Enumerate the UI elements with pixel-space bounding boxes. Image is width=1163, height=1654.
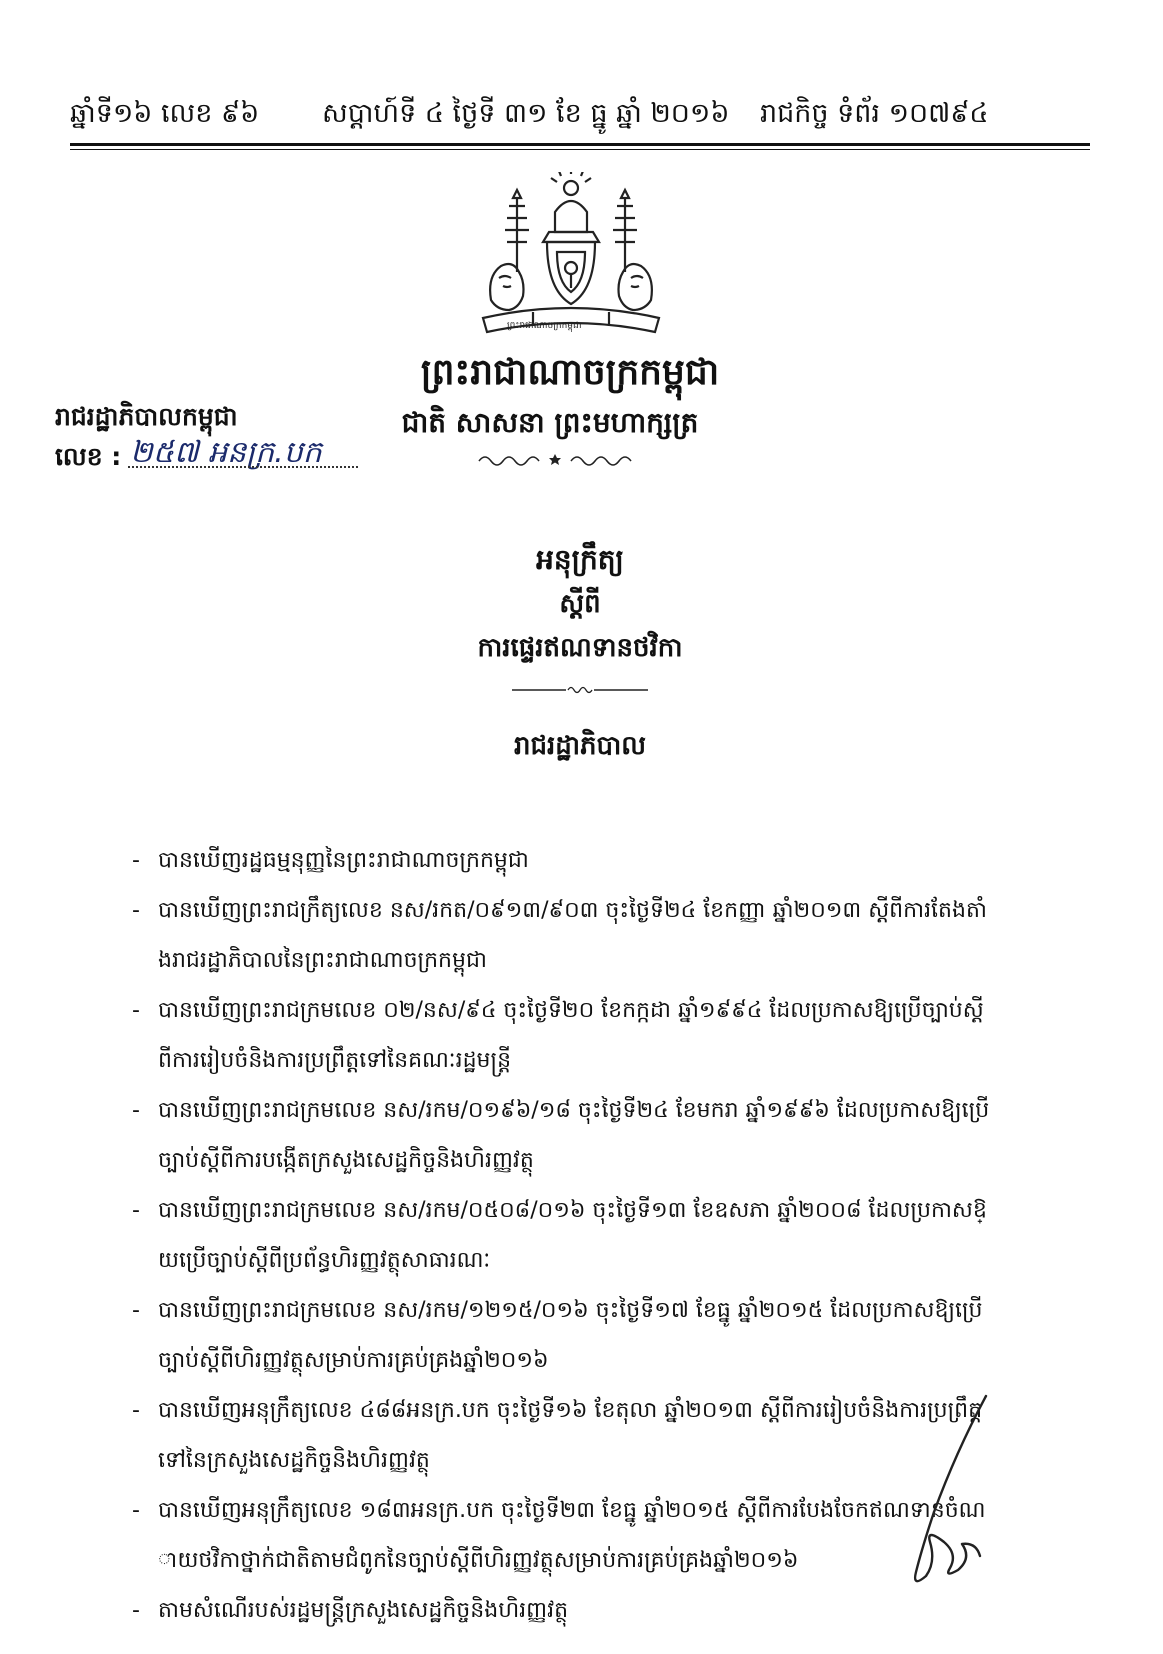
- kingdom-motto: ជាតិ សាសនា ព្រះមហាក្សត្រ: [401, 406, 699, 439]
- decree-subject: ការផ្ទេរឥណទានថវិកា: [477, 633, 683, 663]
- document-number-value: ២៥៧ អនក្រ.បក: [130, 435, 322, 470]
- visa-item: [110, 1186, 990, 1286]
- visa-item: [110, 1286, 990, 1386]
- gazette-page: រាជកិច្ច ទំព័រ ១០៧៩៤: [760, 98, 989, 129]
- decree-type: អនុក្រឹត្យ: [536, 543, 624, 576]
- visa-text: បានឃើញព្រះរាជក្រឹត្យលេខ នស/រកត/០៩១៣/៩០៣ ចុះថ្ងៃទី២៤ ខែកញ្ញា ឆ្នាំ២០១៣ ស្តីពីការតែងតាំងរាជរដ្ឋាភិបាលនៃព្រះរាជាណាចក្រកម្ពុជា: [158, 898, 987, 973]
- list-dash: -: [132, 848, 140, 873]
- document-number-dotted-line: [128, 466, 358, 468]
- list-dash: -: [132, 1298, 140, 1323]
- visa-text: បានឃើញព្រះរាជក្រមលេខ នស/រកម/០៥០៨/០១៦ ចុះថ្ងៃទី១៣ ខែឧសភា ឆ្នាំ២០០៨ ដែលប្រកាសឱ្យប្រើច្បាប់ស្តីពីប្រព័ន្ធហិរញ្ញវត្ថុសាធារណៈ: [158, 1198, 987, 1273]
- gazette-date: សប្តាហ៍ទី ៤ ថ្ងៃទី ៣១ ខែ ធ្នូ ឆ្នាំ ២០១៦: [322, 98, 730, 129]
- handwritten-signature-icon: [900, 1392, 1010, 1592]
- visa-text: បានឃើញអនុក្រឹត្យលេខ ១៨៣អនក្រ.បក ចុះថ្ងៃទី២៣ ខែធ្នូ ឆ្នាំ២០១៥ ស្តីពីការបែងចែកឥណទានចំណាយថវិកាថ្នាក់ជាតិតាមជំពូកនៃច្បាប់ស្តីពីហិរញ្ញវត្ថុសម្រាប់ការគ្រប់គ្រងឆ្នាំ២០១៦: [158, 1498, 986, 1573]
- list-dash: -: [132, 1198, 140, 1223]
- visa-item: [110, 1386, 990, 1486]
- list-dash: -: [132, 1498, 140, 1523]
- header-rule-thin: [70, 149, 1090, 150]
- visa-item: [110, 1586, 990, 1636]
- kingdom-title: ព្រះរាជាណាចក្រកម្ពុជា: [420, 352, 720, 393]
- royal-coat-of-arms-icon: [473, 172, 669, 344]
- visa-text: បានឃើញព្រះរាជក្រមលេខ នស/រកម/១២១៥/០១៦ ចុះថ្ងៃទី១៧ ខែធ្នូ ឆ្នាំ២០១៥ ដែលប្រកាសឱ្យប្រើច្បាប់ស្តីពីហិរញ្ញវត្ថុសម្រាប់ការគ្រប់គ្រងឆ្នាំ២០១៦: [158, 1298, 983, 1373]
- gazette-year-issue: ឆ្នាំទី១៦ លេខ ៩៦: [70, 98, 260, 129]
- list-dash: -: [132, 1098, 140, 1123]
- header-rule: [70, 143, 1090, 146]
- list-dash: -: [132, 1398, 140, 1423]
- document-number-label: លេខ :: [55, 442, 122, 471]
- visa-text: បានឃើញព្រះរាជក្រមលេខ ០២/នស/៩៤ ចុះថ្ងៃទី២០ ខែកក្កដា ឆ្នាំ១៩៩៤ ដែលប្រកាសឱ្យប្រើច្បាប់ស្តីពីការរៀបចំនិងការប្រព្រឹត្តទៅនៃគណៈរដ្ឋមន្ត្រី: [158, 998, 984, 1073]
- visa-item: [110, 986, 990, 1086]
- visa-item: [110, 836, 990, 886]
- visa-item: [110, 886, 990, 986]
- list-dash: -: [132, 1598, 140, 1623]
- list-dash: -: [132, 998, 140, 1023]
- visa-text: បានឃើញរដ្ឋធម្មនុញ្ញនៃព្រះរាជាណាចក្រកម្ពុជា: [158, 848, 529, 873]
- visa-text: បានឃើញអនុក្រឹត្យលេខ ៤៨៨អនក្រ.បក ចុះថ្ងៃទី១៦ ខែតុលា ឆ្នាំ២០១៣ ស្តីពីការរៀបចំនិងការប្រព្រឹត្តទៅនៃក្រសួងសេដ្ឋកិច្ចនិងហិរញ្ញវត្ថុ: [158, 1398, 983, 1473]
- gazette-header: [70, 92, 1090, 136]
- visa-text: បានឃើញព្រះរាជក្រមលេខ នស/រកម/០១៩៦/១៨ ចុះថ្ងៃទី២៤ ខែមករា ឆ្នាំ១៩៩៦ ដែលប្រកាសឱ្យប្រើច្បាប់ស្តីពីការបង្កើតក្រសួងសេដ្ឋកិច្ចនិងហិរញ្ញវត្ថុ: [158, 1098, 990, 1173]
- government-name: រាជរដ្ឋាភិបាលកម្ពុជា: [55, 402, 238, 431]
- decree-issuer: រាជរដ្ឋាភិបាល: [513, 731, 647, 761]
- visa-list: [110, 836, 990, 1636]
- decree-about: ស្តីពី: [559, 589, 601, 619]
- svg-text:ព្រះរាជាណាចក្រកម្ពុជា: ព្រះរាជាណាចក្រកម្ពុជា: [507, 321, 582, 331]
- list-dash: -: [132, 898, 140, 923]
- ornament-divider-icon: [475, 452, 635, 466]
- title-divider: [510, 684, 650, 696]
- visa-text: តាមសំណើរបស់រដ្ឋមន្ត្រីក្រសួងសេដ្ឋកិច្ចនិងហិរញ្ញវត្ថុ: [158, 1598, 569, 1623]
- visa-item: [110, 1086, 990, 1186]
- visa-item: [110, 1486, 990, 1586]
